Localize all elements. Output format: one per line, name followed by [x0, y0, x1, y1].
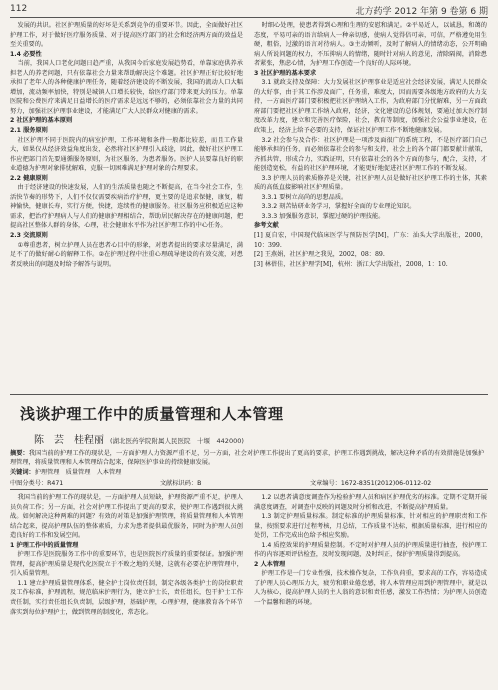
article-title: 浅谈护理工作中的质量管理和人本管理 — [20, 405, 284, 423]
journal-title: 北方药学 2012 年第 9 卷第 6 期 — [355, 7, 488, 17]
reference-item: [1] 夏自宏，中国现代临床医学与预防医学[M]，广东：汕头大学出版社，2000，10：399. — [254, 232, 487, 249]
running-header — [10, 4, 488, 18]
header-rule — [10, 17, 488, 18]
section-heading: 2 人本管理 — [254, 560, 286, 568]
section-heading: 1.4 必要性 — [10, 50, 42, 58]
abstract-text: 我国当前的护理工作的现状是，一方面护理人力资源严重不足，另一方面，社会对护理工作提出了更高的要求，护理工作遇到挑战，解决这种矛盾的有效措施是加强护理管理，将质量管理和人本管理结合起来，保障医护事业的持续健康发展。 — [10, 450, 485, 467]
section-heading: 2.2 健康原则 — [10, 174, 48, 182]
body-paragraph: ①尊重患者，树立护理人员在患者心目中的形象，对患者提出的要求尽量满足，满足不了的做好耐心的解释工作。②在护理过程中注重心理疏导建设的有效交流，对患者反映出的问题及时给予解答与说明。 — [10, 241, 243, 268]
body-paragraph: 3.3.1 要树立高尚的思想品质。 — [261, 193, 348, 201]
article2-right-column — [254, 493, 487, 685]
article-divider — [10, 394, 488, 395]
abstract-label: 摘要： — [10, 450, 29, 457]
body-paragraph: 我国当前的护理工作的现状是，一方面护理人员短缺，护理资源严重不足，护理人员负荷工作；另一方面，社会对护理工作提出了更高的要求，使护理工作遇到很大挑战。如何解决这种两难的问题？有效的对策是加强护理管理，将质量管理和人本管理结合起来，提高护理队伍的整体素质，力求为患者提供最优服务，同时为护理人员创造良好的工作和发展空间。 — [10, 494, 243, 540]
section-heading: 3 社区护理的基本要求 — [254, 69, 317, 77]
body-paragraph: 1.4 质控效果的护理质量控制。不定时对护理人员的护理质量进行抽查，按护理工作的内容逐项评估检查，及时发现问题，及时纠正，保护护理质量得到提高。 — [254, 541, 487, 559]
section-heading: 2 社区护理的基本原则 — [10, 117, 73, 125]
meta-rule — [10, 489, 488, 490]
body-paragraph: 3.2 社会参与及合作：社区护理是一项涉及面很广的系统工程，不是医疗部门自己能够承担的任务，而必须依靠社会的参与和支持，社会上的各个部门都要献计献策，齐抓共管，形成合力，实践证明，只有依靠社会的各个方面的参与，配合，支持，才能创造宽松，有益的社区护理环境，才能更好地促进社区护理工作的不断发展。 — [254, 136, 487, 173]
body-paragraph: 3.3.2 刻苦钻研业务学习，掌握好全面的专业理论知识。 — [261, 203, 416, 211]
section-heading: 2.3 交流原则 — [10, 232, 48, 240]
article-meta — [10, 478, 484, 488]
page-number: 112 — [10, 4, 28, 14]
article-authors — [34, 431, 244, 446]
article1-right-column — [254, 21, 487, 391]
body-paragraph: 发展的共识。社区护理质量的好坏是关系到竞争的重要环节。因此，全面做好社区护理工作，对于做好医疗服务质量、对于提高医疗部门的社会和经济两方面的效益是至关重要的。 — [10, 22, 243, 49]
body-paragraph: 社区护理不同于医院内的病室护理，工作环境和条件一般都比较差，而且工作量大，如果仅从经济效益角度出发，必然将社区护理引入歧途，因此，做好社区护理工作应把部门首先要通循服务原则，为社区服务，为患者服务。医护人员要靠良好的职业道德为护理对象排忧解难，克服一切困难满足护理对象的合理要求。 — [10, 136, 243, 173]
body-paragraph: 护理工作是一门专业性强，技术操作复杂，工作负荷重，要求高的工作，容易造成了护理人员心理压力大，疲劳和职业倦怠感，将人本管理应用到护理管理中，就是以人为核心，提高护理人员的主人翁的意识和责任感，激发工作热情；为护理人员创造一个温馨和谐的环境。 — [254, 570, 487, 607]
author-names: 陈 芸 桂程丽 — [34, 435, 104, 446]
keywords — [10, 468, 484, 477]
body-paragraph: 1.2 以患者满意度调查作为检验护理人员和病区护理优劣的标准。定期不定期开展满意度调查，对调查中反映的问题及时分析和改进，不断提高护理质量。 — [254, 494, 487, 511]
keywords-text: 护理管理 质量管理 人本管理 — [34, 468, 122, 476]
body-paragraph: 1.3 制定护理质量标准。制定标准的护理质量标准，针对相应的护理职责和工作量，按照要求进行过程考核，月总结，工作质量不达标，根据质量标准，进行相应的处罚，工作完成出色给予相应奖励。 — [254, 513, 487, 540]
body-paragraph: 当前，我国人口老化问题日趋严重，从我国今后家庭发展趋势看，单靠家庭供养承担老人的养老问题，只有依靠社会力量来帮助解决这个难题。社区护理正好比较好地承担了老年人的各种健康护理任务，随着经济建设的不断发展，我国的流动人口大幅增加，流动频率加快，特别是城镇人口增长较快，给医疗部门带来更大的压力。单靠医院和公费医疗来满足日益增长的医疗需求是远远不够的，必须依靠社会力量的共同努力，加强社区护理事业建设，才能满足广大人民群众对健康的需求。 — [10, 60, 243, 115]
body-paragraph: 3.3.3 加强服务意识，掌握过硬的护理技能。 — [261, 212, 385, 220]
author-affiliation: (湖北医药学院附属人民医院 十堰 442000) — [110, 437, 244, 445]
body-paragraph: 3.3 护理人员的素质修养是关键，社区护理人员是做好社区护理工作的主体，其素质的高低直接影响社区护理质量。 — [254, 174, 487, 192]
section-heading: 1 护理工作中的质量管理 — [10, 541, 79, 549]
keywords-label: 关键词： — [10, 468, 35, 476]
abstract — [10, 449, 484, 468]
body-paragraph: 由于经济建设的快速发展，人们的生活质量也随之不断提高，在当今社会工作，生活快节奏的形势下，人们不仅仅需要疾病治疗护理，更主要的是追求保健，康复，精神愉快，健康长寿，实行方便，快捷，连续性的健康服务。社区服务应积极适应这种需求，把治疗护理病人与人们的健康护理相结合，帮助居民解决存在的健康问题，把提高社区整体人群的身体，心理，社会健康水平作为社区护理工作的中心任务。 — [10, 184, 243, 230]
article-number: 文章编号：1672-8351(2012)06-0112-02 — [310, 480, 432, 487]
document-code: 文献标识码：B — [160, 480, 202, 487]
reference-item: [3] 林蓓佳，社区护理学[M]，杭州：浙江大学出版社，2008，1：10. — [254, 260, 448, 268]
body-paragraph: 3.1 就政支持及保障：大力发展社区护理事业是适应社会经济发展，满足人民群众的大好事，由于其工作涉及面广，任务重，难度大，因而需要各级地方政府的大力支持，一方面医疗部门要积极把社区护理纳入工作，为政府部门分忧解难，另一方面政府部门要把社区护理工作纳入政府，经济，文化建设的总体规划，要通过加大医疗制度改革力度，建立和完善医疗保险，社会，教育等制度，加强社会公益事业建设，在政策上，经济上给予必要的支持，保证社区护理工作不断地健康发展。 — [254, 79, 487, 135]
article1-left-column — [10, 21, 243, 391]
section-heading: 参考文献 — [254, 222, 279, 230]
body-paragraph: 护理工作是医院服务工作中的重要环节，也是医院医疗质量的重要保证。加强护理管理，提高护理质量是现代化医院立于不败之地的关键，这就有必要在护理管理中，引入质量管理。 — [10, 551, 243, 578]
reference-item: [2] 王燕娟，社区护理之我见，2002，08：89. — [254, 251, 385, 259]
body-paragraph: 时细心处理，使患者得到心理和生理的安慰和满足。②平易近人，以诚恳，和蔼的态度，平易可亲的语言给病人一种亲切感，使病人觉得倍可亲，可信，严格遵免用生硬，粗俗，过激的语言对待病人。③主动倾听，及时了解病人的情绪动态，公开明确病人所说问题的权力，不压抑病人的情绪，随时针对病人的意见，清除隔阂，消除患者紧张，焦虑心情，为护理工作创造一个良好的人际环境。 — [254, 22, 487, 68]
body-paragraph: 1.1 建立护理质量管理体系，健全护士岗位责任制，制定各级各类护士的岗位职责及工作标准，护理流程，规范临床护理行为，建立护士长，责任组长，包干护士工作责任制，实行责任组长负责制，层级护理，基础护理，心理护理，健康教育各个环节落实到每位护理护士，做到管理的制度化，常态化。 — [10, 579, 243, 616]
article2-left-column — [10, 493, 243, 685]
abstract-block — [10, 449, 484, 477]
section-heading: 2.1 服务原则 — [10, 127, 48, 135]
clc-number: 中图分类号：R471 — [10, 480, 64, 487]
